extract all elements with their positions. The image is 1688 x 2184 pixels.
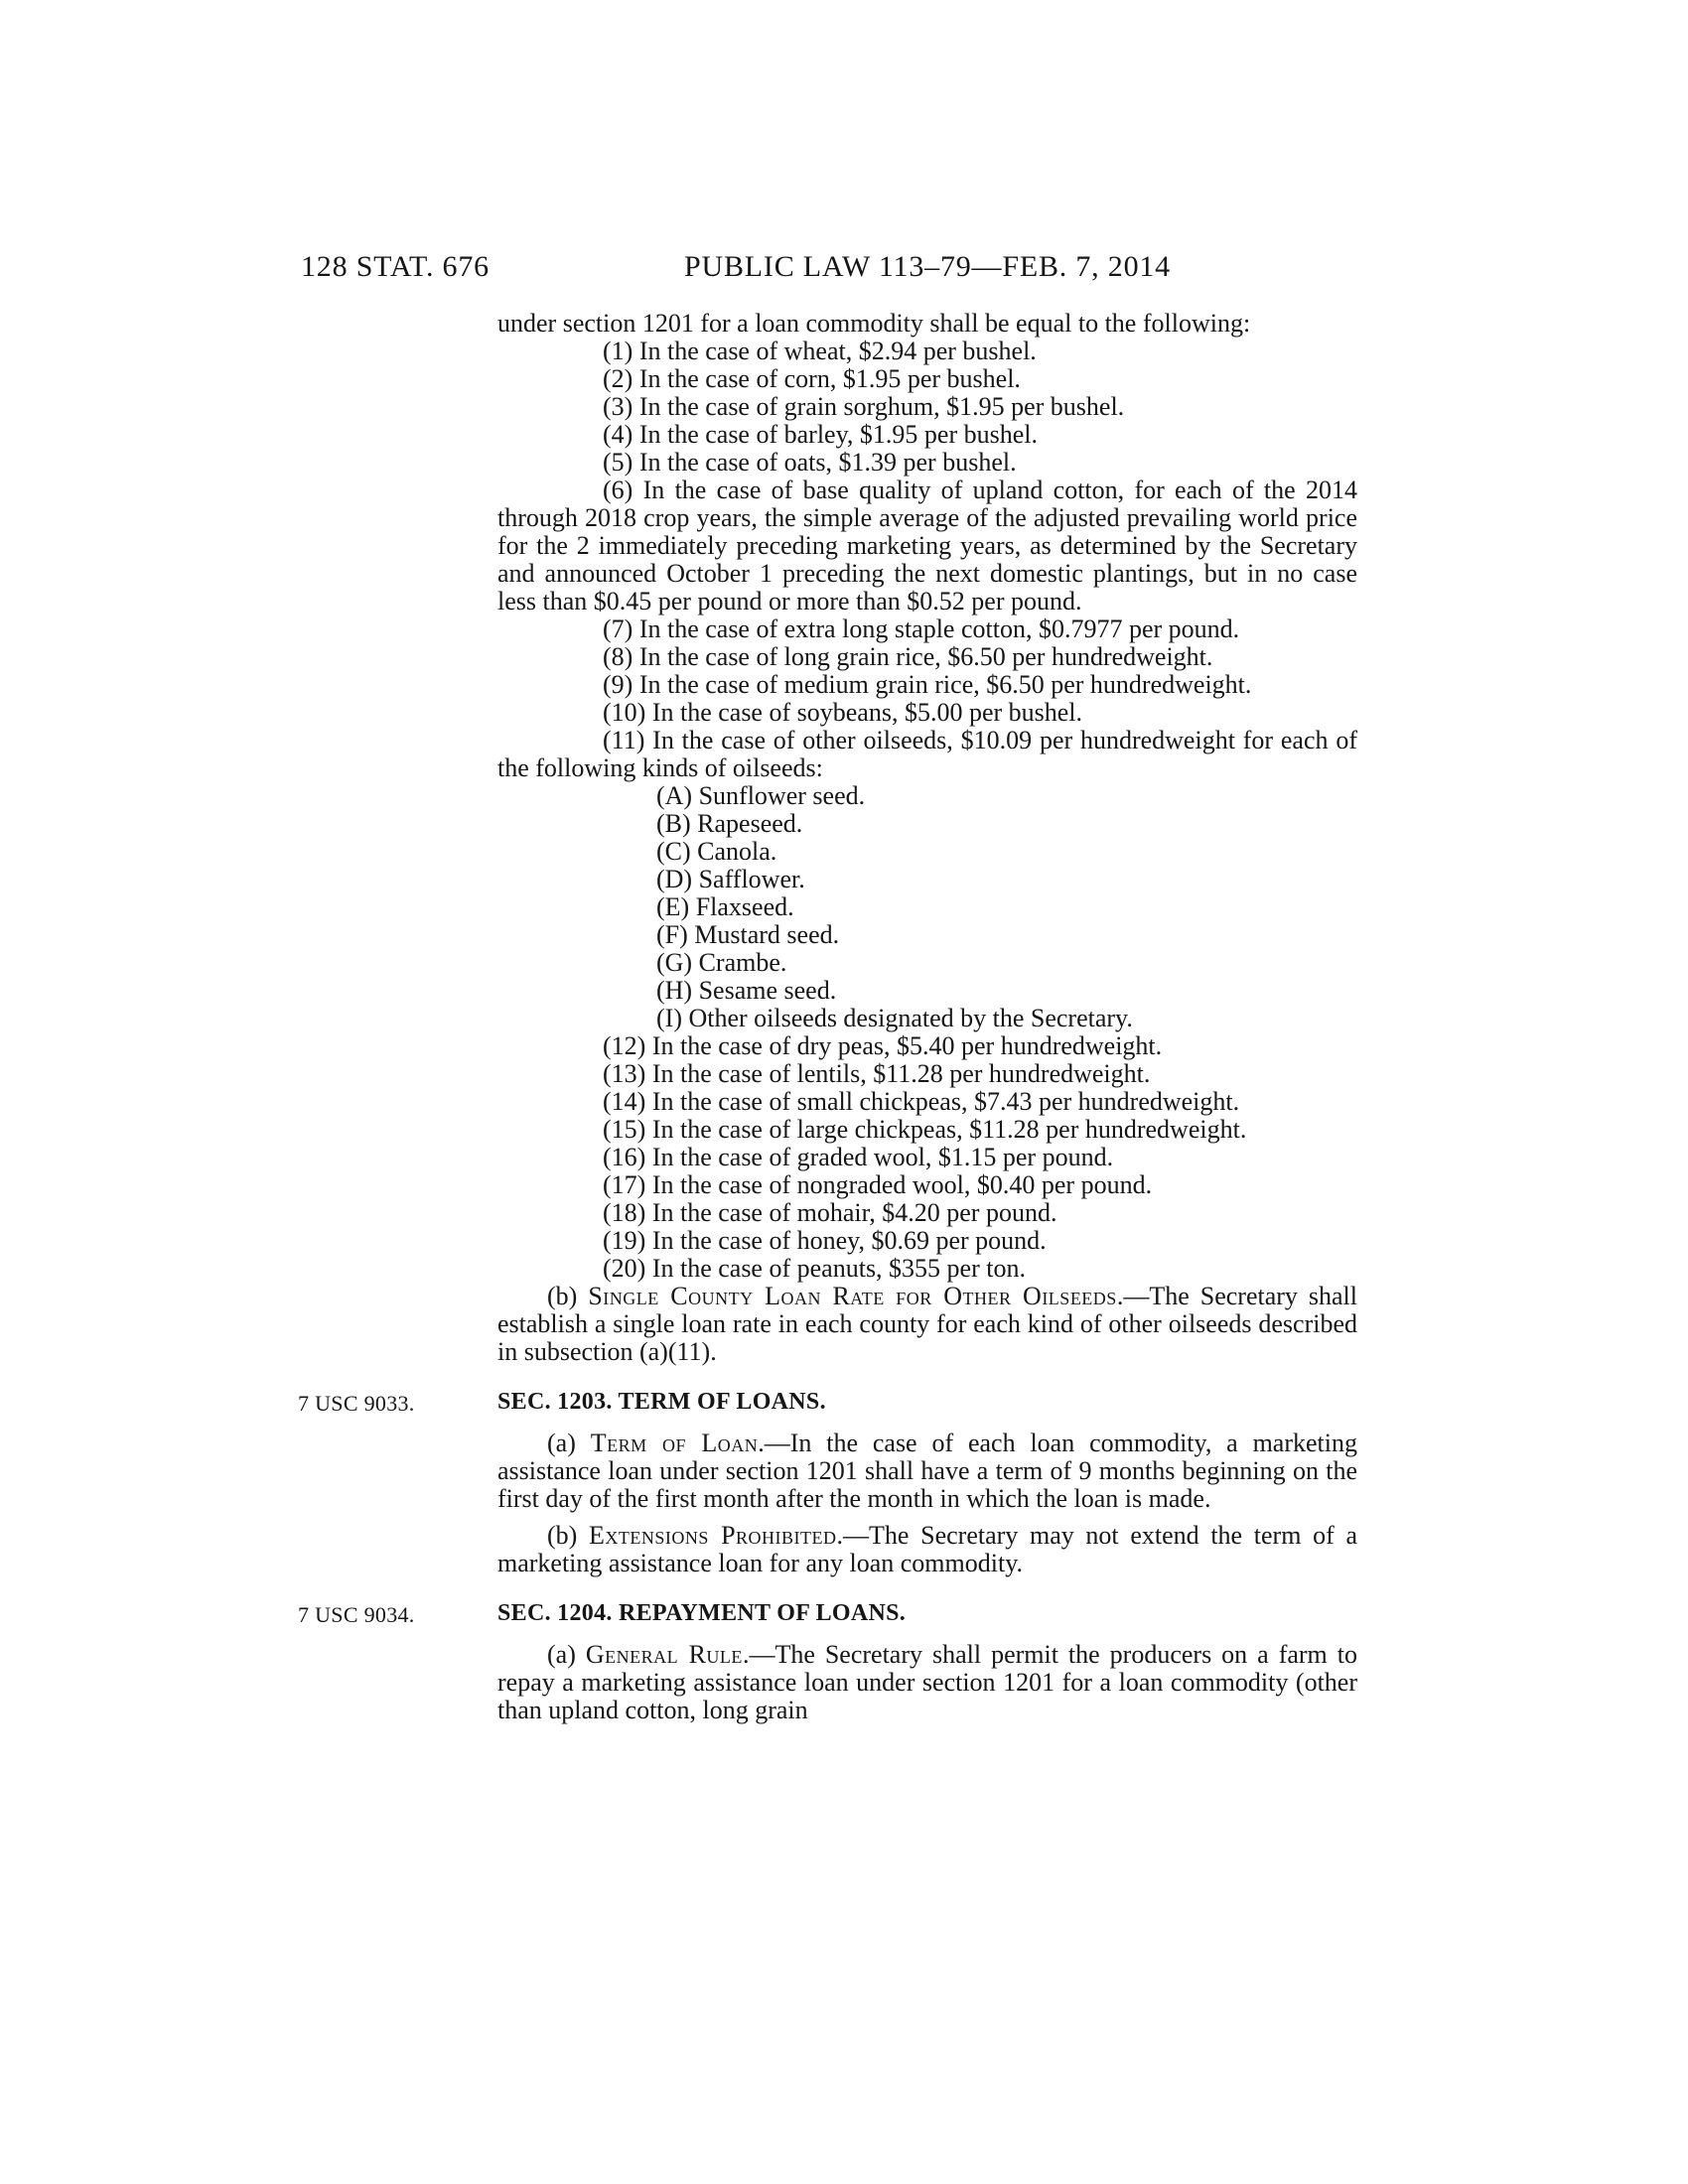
- subsection-title: Term of Loan: [590, 1429, 759, 1457]
- section-heading-1204: [298, 1599, 1357, 1627]
- law-title: PUBLIC LAW 113–79—FEB. 7, 2014: [684, 250, 1171, 283]
- loan-rate-item-5: (5) In the case of oats, $1.39 per bushel.: [603, 448, 1017, 477]
- running-header: [0, 250, 1688, 292]
- oilseed-kind-c: (C) Canola.: [656, 837, 777, 866]
- subsection-title: Single County Loan Rate for Other Oilseeds: [588, 1282, 1117, 1310]
- oilseed-kind-f: (F) Mustard seed.: [656, 920, 840, 949]
- subsection-text: .—The Secretary may not extend the term of a marketing assistance loan for any loan commodity.: [497, 1521, 1357, 1577]
- oilseed-kind-d: (D) Safflower.: [656, 865, 805, 893]
- loan-rate-item-9: (9) In the case of medium grain rice, $6.50 per hundredweight.: [603, 670, 1252, 699]
- subsection-label: (a): [547, 1640, 586, 1669]
- loan-rate-item-11: (11) In the case of other oilseeds, $10.09 per hundredweight for each of the following kinds of oilseeds:: [497, 726, 1357, 782]
- loan-rate-item-2: (2) In the case of corn, $1.95 per bushel.: [603, 364, 1021, 393]
- subsection-title: Extensions Prohibited: [589, 1521, 837, 1550]
- subsection-text: .—The Secretary shall permit the producers on a farm to repay a marketing assistance loan under section 1201 for a loan commodity (other than upland cotton, long grain: [497, 1640, 1357, 1724]
- section-heading-text-1203: SEC. 1203. TERM OF LOANS.: [497, 1389, 826, 1415]
- loan-rate-item-10: (10) In the case of soybeans, $5.00 per bushel.: [603, 698, 1083, 727]
- subsection-label: (b): [547, 1282, 589, 1310]
- subsection-title: General Rule: [585, 1640, 743, 1669]
- sec1203-subsection-b: [497, 1522, 1357, 1577]
- oilseed-kind-b: (B) Rapeseed.: [656, 809, 803, 838]
- margin-note-usc-9034: 7 USC 9034.: [298, 1602, 415, 1627]
- body-column: [298, 309, 1357, 1724]
- subsection-text: .—In the case of each loan commodity, a marketing assistance loan under section 1201 shall have a term of 9 months beginning on the first day of the first month after the month in which the loan is made.: [497, 1429, 1357, 1513]
- sec1203-subsection-a: [497, 1430, 1357, 1513]
- loan-rate-item-19: (19) In the case of honey, $0.69 per pound.: [603, 1226, 1047, 1255]
- loan-rate-item-17: (17) In the case of nongraded wool, $0.40 per pound.: [603, 1170, 1153, 1199]
- loan-rate-item-18: (18) In the case of mohair, $4.20 per pound.: [603, 1198, 1057, 1227]
- subsection-label: (b): [547, 1521, 590, 1550]
- loan-rate-item-15: (15) In the case of large chickpeas, $11.28 per hundredweight.: [603, 1115, 1247, 1144]
- loan-rate-item-7: (7) In the case of extra long staple cotton, $0.7977 per pound.: [603, 614, 1240, 643]
- loan-rate-item-1: (1) In the case of wheat, $2.94 per bushel.: [603, 337, 1037, 365]
- margin-note-usc-9033: 7 USC 9033.: [298, 1391, 415, 1416]
- oilseed-kind-a: (A) Sunflower seed.: [656, 781, 866, 810]
- oilseed-kind-g: (G) Crambe.: [656, 948, 787, 977]
- oilseed-kind-i: (I) Other oilseeds designated by the Secretary.: [656, 1004, 1133, 1032]
- loan-rate-item-16: (16) In the case of graded wool, $1.15 per pound.: [603, 1143, 1114, 1171]
- oilseed-kind-h: (H) Sesame seed.: [656, 976, 837, 1005]
- oilseed-kind-e: (E) Flaxseed.: [656, 892, 794, 921]
- subsection-b-single-county: [497, 1283, 1357, 1366]
- loan-rate-item-8: (8) In the case of long grain rice, $6.50 per hundredweight.: [603, 642, 1213, 671]
- loan-rate-item-4: (4) In the case of barley, $1.95 per bushel.: [603, 420, 1038, 449]
- paragraph-intro: under section 1201 for a loan commodity shall be equal to the following:: [497, 309, 1251, 338]
- stat-page-number: 128 STAT. 676: [301, 250, 490, 283]
- subsection-text: .—The Secretary shall establish a single loan rate in each county for each kind of other oilseeds described in subsection (a)(11).: [497, 1282, 1357, 1366]
- subsection-label: (a): [547, 1429, 591, 1457]
- loan-rate-item-3: (3) In the case of grain sorghum, $1.95 per bushel.: [603, 392, 1125, 421]
- section-heading-1203: [298, 1388, 1357, 1416]
- loan-rate-item-13: (13) In the case of lentils, $11.28 per hundredweight.: [603, 1059, 1151, 1088]
- sec1204-subsection-a: [497, 1641, 1357, 1724]
- section-heading-text-1204: SEC. 1204. REPAYMENT OF LOANS.: [497, 1600, 907, 1626]
- loan-rate-item-20: (20) In the case of peanuts, $355 per ton.: [603, 1254, 1026, 1283]
- loan-rate-item-6: (6) In the case of base quality of upland cotton, for each of the 2014 through 2018 crop years, the simple average of the adjusted prevailing world price for the 2 immediately preceding marketing years, as determined by the Secretary and announced October 1 preceding the next domestic plantings, but in no case less than $0.45 per pound or more than $0.52 per pound.: [497, 476, 1357, 615]
- loan-rate-item-12: (12) In the case of dry peas, $5.40 per hundredweight.: [603, 1031, 1163, 1060]
- loan-rate-item-14: (14) In the case of small chickpeas, $7.43 per hundredweight.: [603, 1087, 1240, 1116]
